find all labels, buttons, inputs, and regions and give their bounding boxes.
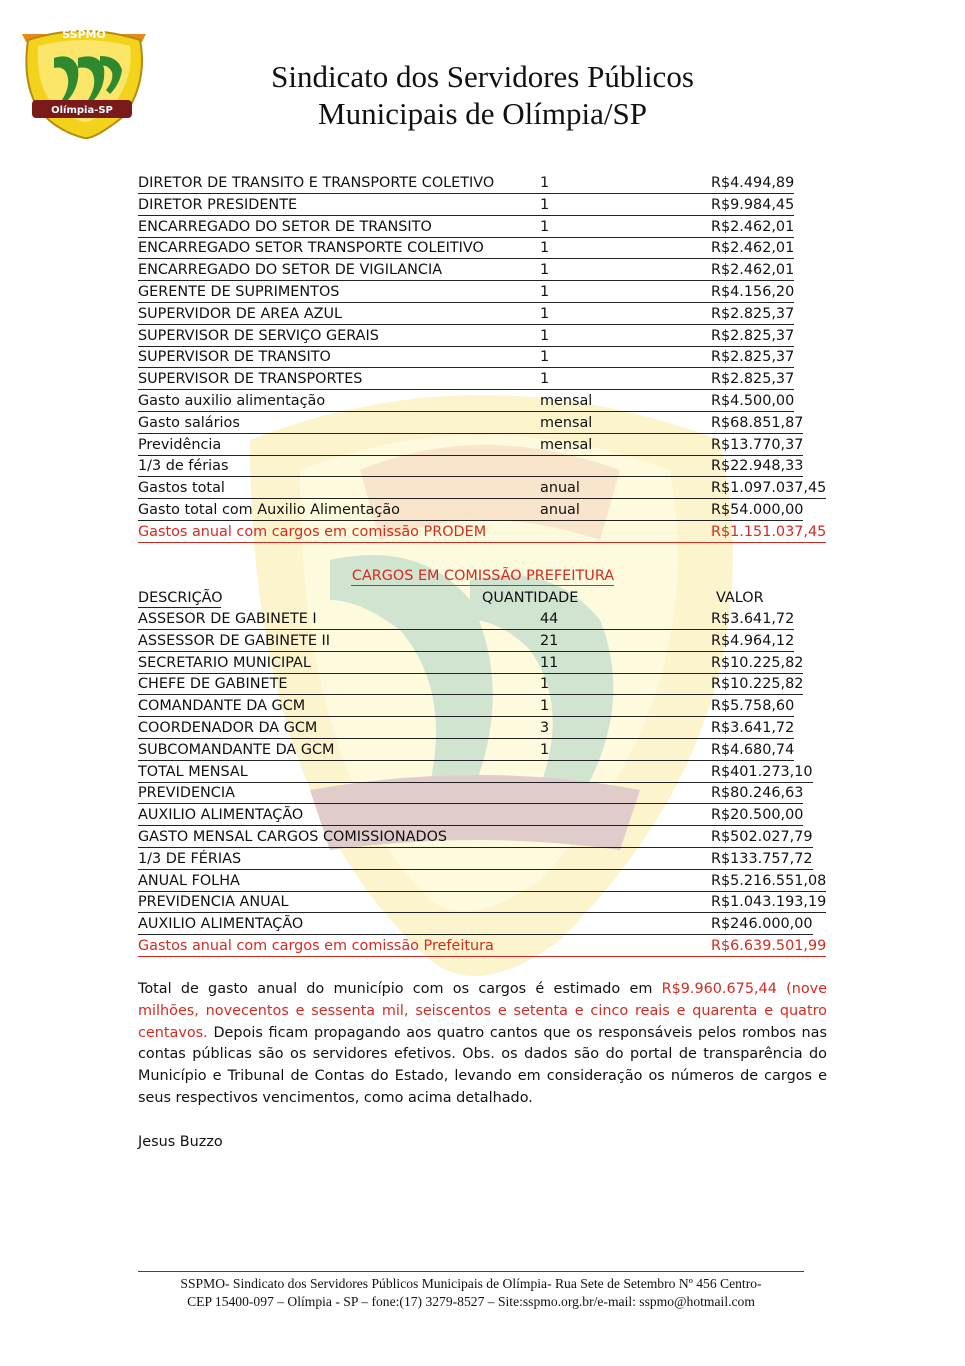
row-quantity: 1 [540, 218, 550, 235]
table-row [138, 282, 828, 303]
table-row [138, 347, 828, 368]
row-quantity: 11 [540, 654, 559, 671]
row-description: Gasto total com Auxilio Alimentação [138, 502, 400, 518]
row-value: R$10.225,82 [711, 676, 804, 693]
table-row [138, 238, 828, 259]
table-row [138, 217, 828, 238]
row-value: R$5.216.551,08 [711, 872, 827, 889]
row-quantity: 1 [540, 196, 550, 213]
row-quantity: anual [540, 502, 580, 518]
row-description: SUBCOMANDANTE DA GCM [138, 741, 335, 758]
row-description: ANUAL FOLHA [138, 872, 240, 889]
row-quantity: 21 [540, 632, 559, 649]
row-description: AUXILIO ALIMENTAÇÃO [138, 807, 304, 824]
row-value: R$54.000,00 [711, 502, 804, 518]
row-value: R$4.500,00 [711, 393, 795, 409]
header-description-underline [138, 607, 221, 608]
row-value: R$5.758,60 [711, 698, 795, 715]
row-value: R$502.027,79 [711, 829, 813, 845]
row-description: ENCARREGADO SETOR TRANSPORTE COLEITIVO [138, 240, 484, 257]
row-description: GERENTE DE SUPRIMENTOS [138, 284, 340, 300]
logo-top-text: SSPMO [62, 28, 106, 41]
page-title-line2: Municipais de Olímpia/SP [318, 96, 647, 131]
table-row [138, 696, 828, 717]
paragraph-highlight: R$9.960.675,44 (nove milhões, novecentos e sessenta mil, seiscentos e setenta e cinco reais e quarenta e quatro centavos. [138, 981, 828, 1041]
row-value: R$6.639.501,99 [711, 938, 827, 954]
row-description: Gastos total [138, 480, 225, 497]
header-quantity: QUANTIDADE [482, 590, 579, 606]
row-value: R$4.680,74 [711, 741, 795, 758]
table-row [138, 740, 828, 761]
row-description: Gastos anual com cargos em comissão PRODEM [138, 523, 487, 540]
table-row [138, 173, 828, 194]
row-value: R$10.225,82 [711, 654, 804, 671]
row-value: R$68.851,87 [711, 414, 804, 431]
row-value: R$246.000,00 [711, 916, 813, 933]
row-quantity: mensal [540, 414, 593, 431]
header-value: VALOR [716, 590, 764, 606]
row-description: SECRETARIO MUNICIPAL [138, 654, 311, 671]
row-quantity: anual [540, 480, 580, 497]
row-value: R$9.984,45 [711, 196, 795, 213]
row-description: AUXILIO ALIMENTAÇÃO [138, 916, 304, 933]
footer-divider [138, 1271, 804, 1272]
row-description: Previdência [138, 436, 222, 453]
row-value: R$2.825,37 [711, 305, 795, 322]
row-quantity: 1 [540, 349, 550, 366]
row-value: R$2.462,01 [711, 218, 795, 235]
row-quantity: 1 [540, 371, 550, 388]
paragraph-before: Total de gasto anual do município com os cargos é estimado em [138, 981, 662, 997]
table-row [138, 456, 828, 477]
row-value: R$2.825,37 [711, 327, 795, 344]
header-description: DESCRIÇÃO [138, 590, 223, 606]
table-row [138, 871, 828, 892]
row-description: SUPERVISOR DE SERVIÇO GERAIS [138, 327, 379, 344]
row-description: Gastos anual com cargos em comissão Prefeitura [138, 938, 494, 954]
table-row [138, 631, 828, 652]
row-quantity: 1 [540, 284, 550, 300]
row-value: R$4.156,20 [711, 284, 795, 300]
row-value: R$2.825,37 [711, 349, 795, 366]
table-row [138, 391, 828, 412]
summary-paragraph [138, 979, 827, 1110]
row-quantity: 1 [540, 698, 550, 715]
table-row [138, 674, 828, 695]
row-value: R$3.641,72 [711, 720, 795, 736]
row-description: ENCARREGADO DO SETOR DE TRANSITO [138, 218, 432, 235]
table-row [138, 892, 828, 913]
row-value: R$2.825,37 [711, 371, 795, 388]
table-row [138, 260, 828, 281]
row-quantity: mensal [540, 436, 593, 453]
row-description: GASTO MENSAL CARGOS COMISSIONADOS [138, 829, 448, 845]
table-row [138, 369, 828, 390]
table-row [138, 478, 828, 499]
row-value: R$13.770,37 [711, 436, 804, 453]
row-value: R$133.757,72 [711, 850, 813, 867]
row-description: SUPERVISOR DE TRANSPORTES [138, 371, 363, 388]
row-value: R$4.494,89 [711, 175, 795, 191]
section2-title [138, 566, 828, 587]
row-underline [138, 542, 826, 543]
table-row [138, 195, 828, 216]
row-description: Gasto auxilio alimentação [138, 393, 326, 409]
table-row [138, 653, 828, 674]
table-row [138, 435, 828, 456]
row-value: R$1.097.037,45 [711, 480, 827, 497]
row-value: R$1.043.193,19 [711, 894, 827, 911]
table-row [138, 718, 828, 739]
row-description: ASSESOR DE GABINETE I [138, 611, 317, 627]
row-description: DIRETOR DE TRANSITO E TRANSPORTE COLETIVO [138, 175, 495, 191]
table-row [138, 522, 828, 543]
section2-title-text: CARGOS EM COMISSÃO PREFEITURA [351, 568, 615, 584]
table-row [138, 914, 828, 935]
row-description: CHEFE DE GABINETE [138, 676, 288, 693]
row-description: COMANDANTE DA GCM [138, 698, 306, 715]
row-value: R$3.641,72 [711, 611, 795, 627]
row-description: 1/3 de férias [138, 458, 229, 475]
row-description: ASSESSOR DE GABINETE II [138, 632, 331, 649]
row-description: TOTAL MENSAL [138, 763, 248, 780]
row-quantity: 1 [540, 327, 550, 344]
row-quantity: 1 [540, 676, 550, 693]
sspmo-logo [14, 12, 154, 140]
row-description: Gasto salários [138, 414, 240, 431]
row-description: SUPERVISOR DE TRANSITO [138, 349, 331, 366]
table-row [138, 805, 828, 826]
table-row [138, 500, 828, 521]
row-quantity: 3 [540, 720, 550, 736]
section2-title-underline [351, 585, 614, 586]
table-row [138, 413, 828, 434]
table-row [138, 762, 828, 783]
table-row [138, 827, 828, 848]
logo-bottom-text: Olímpia-SP [51, 105, 113, 116]
row-value: R$22.948,33 [711, 458, 804, 475]
row-quantity: 1 [540, 240, 550, 257]
paragraph-after: Depois ficam propagando aos quatro cantos que os responsáveis pelos rombos nas contas públicas são os servidores efetivos. Obs. os dados são do portal de transparência do Município e Tribunal de Contas do Estado, levando em consideração os números de cargos e seus respectivos vencimentos, como acima detalhado. [138, 1024, 827, 1106]
row-value: R$1.151.037,45 [711, 523, 827, 540]
row-value: R$2.462,01 [711, 262, 795, 279]
row-description: PREVIDENCIA [138, 785, 235, 802]
table-row [138, 849, 828, 870]
row-quantity: 1 [540, 175, 550, 191]
row-value: R$2.462,01 [711, 240, 795, 257]
row-description: SUPERVIDOR DE AREA AZUL [138, 305, 343, 322]
row-description: ENCARREGADO DO SETOR DE VIGILANCIA [138, 262, 443, 279]
table-row [138, 326, 828, 347]
row-description: COORDENADOR DA GCM [138, 720, 318, 736]
row-quantity: 1 [540, 262, 550, 279]
row-description: 1/3 DE FÉRIAS [138, 850, 242, 867]
row-underline [138, 956, 826, 957]
table-row [138, 609, 828, 630]
footer-line1: SSPMO- Sindicato dos Servidores Públicos Municipais de Olímpia- Rua Sete de Setembro Nº 456 Centro- [180, 1276, 762, 1291]
table-row [138, 304, 828, 325]
row-quantity: 1 [540, 305, 550, 322]
signature: Jesus Buzzo [138, 1134, 223, 1150]
footer-line2: CEP 15400-097 – Olímpia - SP – fone:(17) 3279-8527 – Site:sspmo.org.br/e-mail: sspmo@hotmail.com [187, 1294, 755, 1309]
row-description: PREVIDENCIA ANUAL [138, 894, 289, 911]
row-quantity: 44 [540, 611, 559, 627]
row-value: R$80.246,63 [711, 785, 804, 802]
row-description: DIRETOR PRESIDENTE [138, 196, 298, 213]
row-value: R$401.273,10 [711, 763, 813, 780]
table-row [138, 936, 828, 957]
row-value: R$20.500,00 [711, 807, 804, 824]
row-quantity: mensal [540, 393, 593, 409]
row-quantity: 1 [540, 741, 550, 758]
table-row [138, 783, 828, 804]
page-title-line1: Sindicato dos Servidores Públicos [271, 59, 694, 94]
row-value: R$4.964,12 [711, 632, 795, 649]
